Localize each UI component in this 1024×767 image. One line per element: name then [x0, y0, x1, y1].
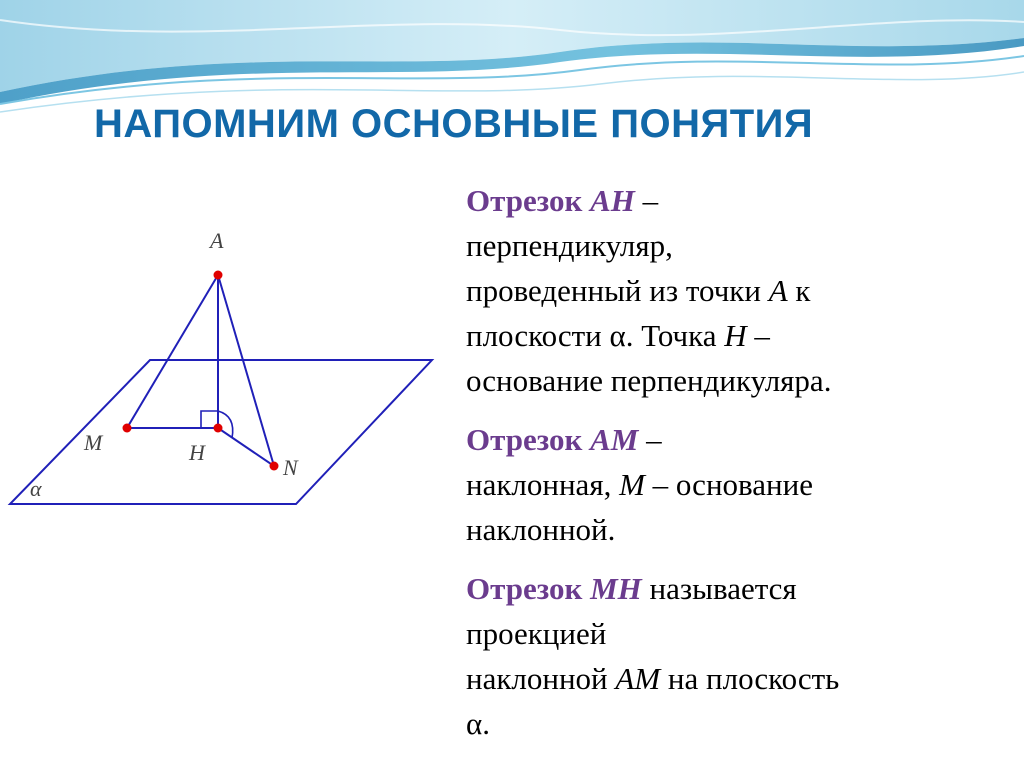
- paragraph-perpendicular: Отрезок AH – перпендикуляр, проведенный из точки A к плоскости α. Точка H – основание перпендикуляра.: [466, 183, 832, 398]
- segment-AM: [127, 275, 218, 428]
- slide-title: НАПОМНИМ ОСНОВНЫЕ ПОНЯТИЯ: [94, 102, 814, 146]
- label-H: H: [189, 440, 205, 465]
- geometry-diagram: [0, 208, 440, 510]
- term-label: Отрезок AM: [466, 422, 639, 457]
- point-A: [214, 271, 223, 280]
- plane-alpha: [10, 360, 432, 504]
- segment-AN: [218, 275, 274, 466]
- label-A: A: [210, 228, 224, 253]
- paragraph-oblique: Отрезок AM – наклонная, M – основание наклонной.: [466, 422, 813, 547]
- definitions-text: [466, 178, 1006, 760]
- segment-HN: [218, 428, 274, 466]
- term-label: Отрезок MH: [466, 571, 642, 606]
- paragraph-projection: Отрезок MH называется проекцией наклонной AM на плоскость α.: [466, 571, 840, 741]
- label-N: N: [283, 455, 298, 480]
- point-N: [270, 462, 279, 471]
- label-alpha: α: [30, 476, 42, 501]
- term-label: Отрезок AH: [466, 183, 635, 218]
- point-M: [123, 424, 132, 433]
- label-M: M: [84, 430, 103, 455]
- point-H: [214, 424, 223, 433]
